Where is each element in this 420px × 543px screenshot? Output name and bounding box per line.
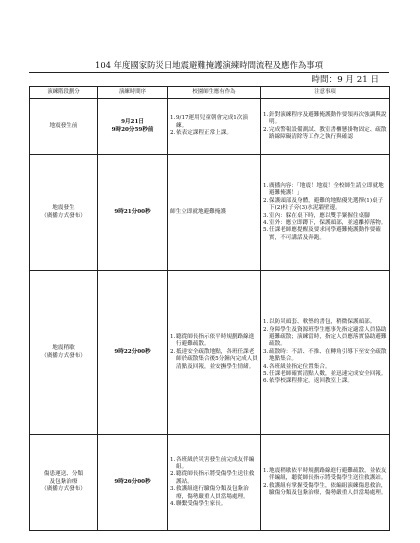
header-role: 校園師生應有作為 xyxy=(168,87,261,99)
table-row xyxy=(30,99,390,155)
header-stage: 演練階段劃分 xyxy=(30,87,98,99)
document-sheet xyxy=(29,60,389,531)
time-cell: 9時26分00秒 xyxy=(98,435,168,531)
list-item: 1. 9/17運用兒童朝會完成1次演練。 xyxy=(170,115,249,129)
list-item: 1. 針對演練程序及避難掩護動作要領再次強調與說明。 xyxy=(263,111,387,126)
list-item: 3. 救護組進行驗傷分類及包紮治療，傷勢嚴重人員當場處理。 xyxy=(170,486,249,500)
list-item: 1. 各班級於災害發生前完成友伴編組。 xyxy=(170,456,255,470)
list-item: 2. 依表定課程正常上課。 xyxy=(170,130,232,137)
header-notes: 注意事項 xyxy=(261,87,390,99)
list-item: 4. 聯繫受傷學生家長。 xyxy=(170,501,227,508)
list-item: 4. 各班級並指定位置集合。 xyxy=(263,363,331,370)
list-item: 2. 保護頭部及身體，避難的地點優先選擇(1)桌子下(2)柱子旁(3)水泥牆壁邊。 xyxy=(263,197,384,212)
list-item: 2. 聽從師長指示將受傷學生送往救護站。 xyxy=(170,471,255,485)
stage-cell: 傷患運送、分類 及包紮治療 （廣播方式發布） xyxy=(30,435,98,531)
title-divider xyxy=(29,72,389,73)
list-item: 1. 廣播內容：「地震！地震！全校師生請立即就地避難掩護！」 xyxy=(263,182,384,197)
list-item: 1. 地震稍歇依平時規劃路線進行避難疏散，並依友伴編組，聽從師長指示將受傷學生送往救護站。 xyxy=(263,467,387,482)
stage-cell: 地震稍歇 （廣播方式發布） xyxy=(30,271,98,435)
list-item: 5. 任課老師確實清點人數，並迅速完成安全回報。 xyxy=(263,371,387,378)
table-row xyxy=(30,155,390,271)
role-cell xyxy=(168,271,261,435)
list-item: 4. 室外：應立即蹲下，保護頭部，並遠離掉落物。 xyxy=(263,219,387,226)
role-cell xyxy=(168,99,261,155)
notes-cell xyxy=(261,99,390,155)
header-time: 演練時間序 xyxy=(98,87,168,99)
table-header-row xyxy=(30,87,390,99)
list-item: 3. 疏散時：不語、不推、在轉角引導下至安全疏散地點集合。 xyxy=(263,348,387,363)
drill-schedule-table xyxy=(29,86,390,531)
list-item: 1. 聽從師長指示依平時規劃路線進行避難疏散。 xyxy=(170,333,255,348)
list-item: 5. 任課老師應提醒及要求同學避難掩護動作要確實，不可講話及奔跑。 xyxy=(263,227,381,241)
role-cell xyxy=(168,435,261,531)
table-row xyxy=(30,435,390,531)
document-title: 104 年度國家防災日地震避難掩護演練時間流程及應作為事項 xyxy=(94,60,324,70)
notes-cell xyxy=(261,271,390,435)
table-row xyxy=(30,271,390,435)
list-item: 2. 完成警報設備測試、教室書櫃懸掛物固定、疏散路線障礙清除等工作之執行與確認 xyxy=(263,126,387,140)
list-item: 1. 以防災頭套、軟墊的書包，稍微保護頭部。 xyxy=(263,319,376,326)
list-item: 2. 救護組有掌握受傷學生，依編組演練傷患救治，驗傷分類及包紮治療，傷勢嚴重人員當場處理。 xyxy=(263,482,387,496)
list-item: 6. 依學校課程排定，返回教室上課。 xyxy=(263,378,353,385)
list-item: 2. 抵達安全疏散地點，各班任課老師於疏散集合後5分鐘內完成人員清點及回報，並安撫學生情緒。 xyxy=(170,348,258,370)
notes-cell xyxy=(261,155,390,271)
notes-cell xyxy=(261,435,390,531)
time-cell: 9月21日 9時20分59秒前 xyxy=(98,99,168,155)
time-cell: 9時21分00秒 xyxy=(98,155,168,271)
stage-cell: 地震發生前 xyxy=(30,99,98,155)
stage-cell: 地震發生 （廣播方式發布） xyxy=(30,155,98,271)
time-cell: 9時22分00秒 xyxy=(98,271,168,435)
drill-date: 時間：9 月 21 日 xyxy=(311,75,379,85)
list-item: 3. 室內：躲在桌下時，應以雙手緊握住桌腳 xyxy=(263,212,370,219)
role-cell: 師生立即就地避難掩護 xyxy=(168,155,261,271)
list-item: 2. 身障學生及資源班學生應事先指定適當人員協助避難疏散；演練當時，指定人員應落實協助避難疏散。 xyxy=(263,326,387,348)
